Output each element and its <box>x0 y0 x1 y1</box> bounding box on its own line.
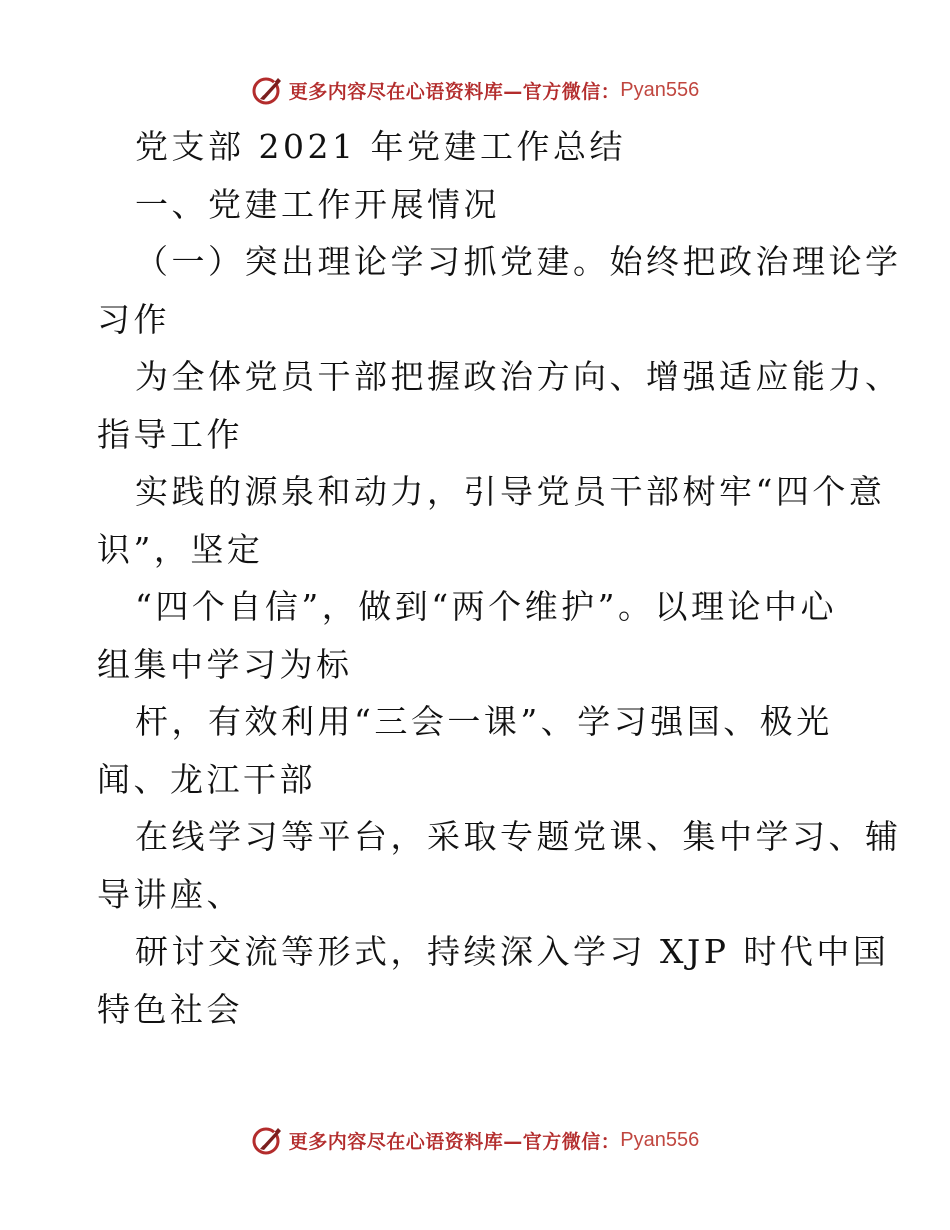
paragraph-line: 闻、龙江干部 <box>97 759 316 799</box>
paragraph-line: 为全体党员干部把握政治方向、增强适应能力、 <box>135 357 902 396</box>
document-body <box>97 118 902 1038</box>
paragraph-line: 杆，有效利用“三会一课”、学习强国、极光 <box>135 702 833 741</box>
paragraph-line: 指导工作 <box>97 414 243 454</box>
footer-watermark <box>0 1120 950 1160</box>
paragraph-line: 组集中学习为标 <box>97 644 353 684</box>
paragraph-line: 特色社会 <box>97 989 243 1029</box>
paragraph-line: 实践的源泉和动力，引导党员干部树牢“四个意 <box>135 472 886 511</box>
header-watermark <box>0 70 950 110</box>
paragraph-line: 研讨交流等形式，持续深入学习 XJP 时代中国 <box>135 932 890 971</box>
paragraph-line: 导讲座、 <box>97 874 243 914</box>
quill-circle-icon <box>251 73 285 107</box>
paragraph-line: “四个自信”，做到“两个维护”。以理论中心 <box>135 587 837 626</box>
paragraph-line: 识”，坚定 <box>97 529 264 569</box>
watermark-brand-text: 更多内容尽在心语资料库—官方微信： <box>288 80 621 103</box>
paragraph-line: 在线学习等平台，采取专题党课、集中学习、辅 <box>135 817 902 856</box>
paragraph-line: 习作 <box>97 299 170 339</box>
watermark-wechat-id: Pyan556 <box>620 78 700 101</box>
watermark-brand-text: 更多内容尽在心语资料库—官方微信： <box>288 1130 621 1153</box>
document-title: 党支部 2021 年党建工作总结 <box>135 127 626 166</box>
paragraph-line: （一）突出理论学习抓党建。始终把政治理论学 <box>135 242 902 281</box>
watermark-wechat-id: Pyan556 <box>620 1128 700 1151</box>
quill-circle-icon <box>251 1123 285 1157</box>
section-heading: 一、党建工作开展情况 <box>135 184 500 224</box>
